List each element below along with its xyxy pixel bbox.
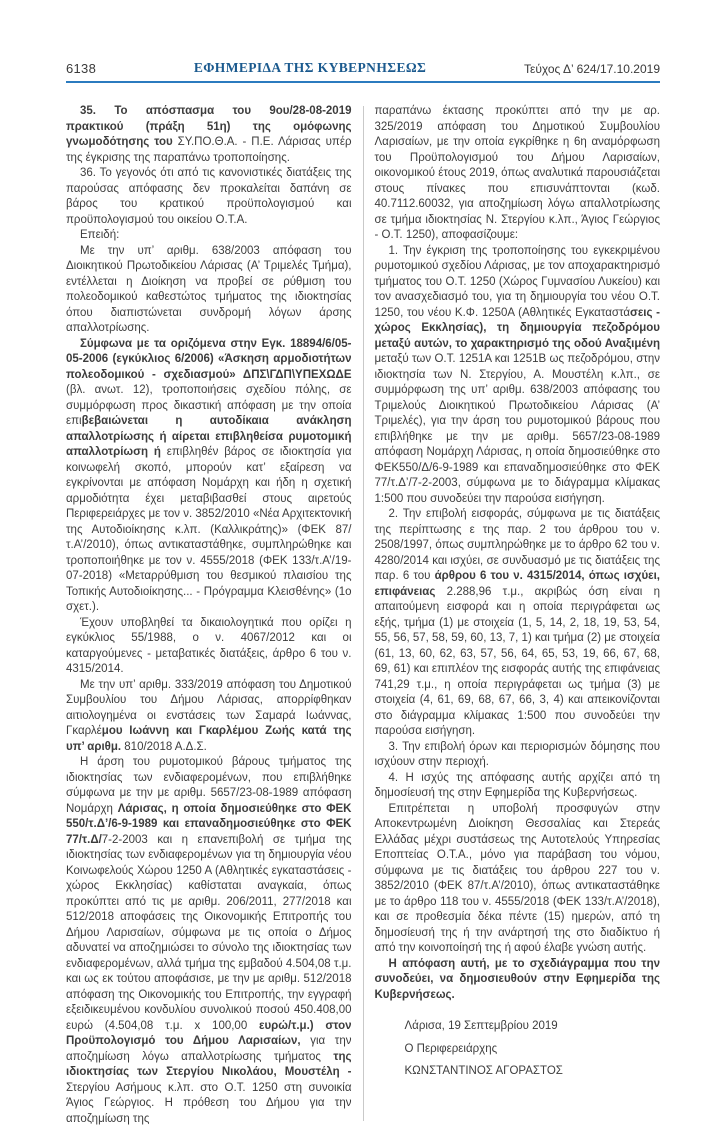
signature-name: ΚΩΝΣΤΑΝΤΙΝΟΣ ΑΓΟΡΑΣΤΟΣ [404, 1065, 563, 1077]
signature-role: Ο Περιφερειάρχης [404, 1042, 498, 1055]
paragraph: 36. Το γεγονός ότι από τις κανονιστικές διατάξεις της παρούσας απόφασης δεν προκαλείται δαπάνη σε βάρος του κρατικού προϋπολογισμού και προϋπολογισμού του οικείου Ο.Τ.Α. [66, 167, 352, 226]
page-header [66, 60, 660, 83]
paragraph: Επειδή: [80, 229, 120, 241]
paragraph: Με την υπ’ αριθμ. 638/2003 απόφαση του Διοικητικού Πρωτοδικείου Λάρισας (Α’ Τριμελές Τμήμα), εντέλλεται η Διοίκηση να προβεί σε ρύθμιση του πολεοδομικού καθεστώτος τμήματος της ιδιοκτησίας όπου διαπιστώνεται συνδρομή λόγων άρσης απαλλοτρίωσης. [66, 244, 352, 334]
signature-block [405, 1019, 661, 1080]
paragraph: Με την υπ’ αριθμ. 333/2019 απόφαση του Δημοτικού Συμβουλίου του Δήμου Λάρισας, απορρίφθηκαν αιτιολογημένα οι ενστάσεις των Σαμαρά Ιωάννας, Γκαρλέμου Ιωάννη και Γκαρλέμου Ζωής κατά της υπ’ αριθμ. 810/2018 Α.Δ.Σ. [66, 678, 352, 753]
column-divider [363, 106, 364, 1121]
issue-info: Τεύχος Δ’ 624/17.10.2019 [523, 62, 660, 76]
two-column-body [66, 104, 660, 1127]
signature-place-date: Λάρισα, 19 Σεπτεμβρίου 2019 [404, 1020, 558, 1032]
paragraph: 3. Την επιβολή όρων και περιορισμών δόμησης που ισχύουν στην περιοχή. [374, 740, 660, 768]
paragraph: Επιτρέπεται η υποβολή προσφυγών στην Αποκεντρωμένη Διοίκηση Θεσσαλίας και Στερεάς Ελλάδας μέχρι συστάσεως της Αυτοτελούς Υπηρεσίας Εποπτείας Ο.Τ.Α., μόνο για παράβαση του νόμου, σύμφωνα με τις διατάξεις του άρθρου 227 του ν. 3852/2010 (ΦΕΚ 87/τ.Α’/2010), όπως αντικαταστάθηκε με το άρθρο 118 του ν. 4555/2018 (ΦΕΚ 133/τ.Α’/2018), και σε προθεσμία δέκα πέντε (15) ημερών, από τη δημοσίευσή της ή την ανάρτησή της στο διαδίκτυο ή από την κοινοποίησή της ή αφού έλαβε γνώση αυτής. [374, 802, 660, 954]
page-number: 6138 [66, 61, 97, 76]
right-column-text [375, 104, 661, 1003]
paragraph: 4. Η ισχύς της απόφασης αυτής αρχίζει από τη δημοσίευσή της στην Εφημερίδα της Κυβερνήσεως. [374, 771, 660, 799]
paragraph: Η απόφαση αυτή, με το σχεδιάγραμμα που την συνοδεύει, να δημοσιευθούν στην Εφημερίδα της Κυβερνήσεως. [374, 957, 660, 1001]
paragraph: Έχουν υποβληθεί τα δικαιολογητικά που ορίζει η εγκύκλιος 55/1988, ο ν. 4067/2012 και οι καταργούμενες - μεταβατικές διατάξεις, άρθρο 6 του ν. 4315/2014. [66, 616, 352, 675]
paragraph: Σύμφωνα με τα οριζόμενα στην Εγκ. 18894/6/05-05-2006 (εγκύκλιος 6/2006) «Άσκηση αρμοδιοτήτων πολεοδομικού - σχεδιασμού» ΔΠΣ\ΓΔΠ\ΥΠΕΧΩΔΕ (βλ. ανωτ. 12), τροποποιήσεις σχεδίου πόλης, σε συμμόρφωση προς δικαστική απόφαση με την οποία επιβεβαιώνεται η αυτοδίκαια ανάκληση απαλλοτρίωσης ή αίρεται επιβληθείσα ρυμοτομική απαλλοτρίωση ή επιβληθέν βάρος σε ιδιοκτησία για κοινωφελή σκοπό, μπορούν κατ’ εξαίρεση να εγκρίνονται με απόφαση Νομάρχη και ήδη η σχετική αρμοδιότητα έχει μεταβιβασθεί στους αιρετούς Περιφερειάρχες με τον ν. 3852/2010 «Νέα Αρχιτεκτονική της Αυτοδιοίκησης κ.λπ. (Καλλικράτης)» (ΦΕΚ 87/τ.Α’/2010), όπως αντικαταστάθηκε, συμπληρώθηκε και τροποποιήθηκε με τον ν. 4555/2018 (ΦΕΚ 133/τ.Α’/19-07-2018) «Μεταρρύθμιση του θεσμικού πλαισίου της Τοπικής Αυτοδιοίκησης... - Πρόγραμμα Κλεισθένης» (1ο σχετ.). [66, 337, 352, 613]
paragraph: 2. Την επιβολή εισφοράς, σύμφωνα με τις διατάξεις της περίπτωσης ε της παρ. 2 του άρθρου του ν. 2508/1997, όπως συμπληρώθηκε με το άρθρο 62 του ν. 4280/2014 και ισχύει, σε συνδυασμό με τις διατάξεις της παρ. 6 του άρθρου 6 του ν. 4315/2014, όπως ισχύει, επιφάνειας 2.288,96 τ.μ., ακριβώς όση είναι η απαιτούμενη εισφορά και η οποία περιγράφεται ως εξής, τμήμα (1) με στοιχεία (1, 5, 14, 2, 18, 19, 53, 54, 55, 56, 57, 58, 59, 60, 13, 7, 1) και τμήμα (2) με στοιχεία (61, 13, 60, 62, 63, 57, 56, 64, 65, 53, 19, 66, 67, 68, 69, 61) και επιπλέον της εισφοράς αυτής της επιφάνειας 741,29 τ.μ., η οποία περιγράφεται ως τμήμα (3) με στοιχεία (4, 61, 69, 68, 67, 66, 3, 4) και απεικονίζονται στο διάγραμμα κλίμακας 1:500 που συνοδεύει την παρούσα εισήγηση. [374, 508, 661, 737]
paragraph: παραπάνω έκτασης προκύπτει από την με αρ. 325/2019 απόφαση του Δημοτικού Συμβουλίου Λαρισαίων, με την οποία εγκρίθηκε η 6η αναμόρφωση του Προϋπολογισμού του Δήμου Λαρισαίων, οικονομικού έτους 2019, όπως αναλυτικά παρουσιάζεται στους πίνακες που επισυνάπτονται (κωδ. 40.7112.60032, για αποζημίωση λόγω απαλλοτρίωσης σε τμήμα ιδιοκτησίας Ν. Στεργίου κ.λπ., Άγιος Γεώργιος - Ο.Τ. 1250), αποφασίζουμε: [374, 105, 660, 241]
paragraph: 1. Την έγκριση της τροποποίησης του εγκεκριμένου ρυμοτομικού σχεδίου Λάρισας, με τον αποχαρακτηρισμό τμήματος του Ο.Τ. 1250 (Χώρος Γυμνασίου Λυκείου) και τον ανασχεδιασμό του, για τη δημιουργία του νέου Ο.Τ. 1250, του νέου Κ.Φ. 1250Α (Αθλητικές Εγκαταστάσεις - χώρος Εκκλησίας), τη δημιουργία πεζοδρόμου μεταξύ αυτών, το χαρακτηρισμό της οδού Αναξιμένη μεταξύ των Ο.Τ. 1251Α και 1251Β ως πεζοδρόμου, στην ιδιοκτησία των Ν. Στεργίου, Α. Μουστέλη κ.λπ., σε συμμόρφωση της υπ’ αριθμ. 638/2003 απόφασης του Τριμελούς Διοικητικού Πρωτοδικείου Λάρισας (Α’ Τριμελές), για την άρση του ρυμοτομικού βάρους που επιβλήθηκε με την με αριθμ. 5657/23-08-1989 απόφαση Νομάρχη Λάρισας, η οποία δημοσιεύθηκε στο ΦΕΚ550/Δ/6-9-1989 και επαναδημοσιεύθηκε στο ΦΕΚ 77/τ.Δ’/7-2-2003, σύμφωνα με το διάγραμμα κλίμακας 1:500 που συνοδεύει την παρούσα εισήγηση. [374, 244, 660, 505]
paragraph: 35. Το απόσπασμα του 9ου/28-08-2019 πρακτικού (πράξη 51η) της ομόφωνης γνωμοδότησης του ΣΥ.ΠΟ.Θ.Α. - Π.Ε. Λάρισας υπέρ της έγκρισης της παραπάνω τροποποίησης. [66, 105, 352, 164]
left-column [66, 104, 352, 1127]
right-column [375, 104, 661, 1127]
paragraph: Η άρση του ρυμοτομικού βάρους τμήματος της ιδιοκτησίας των ενδιαφερομένων, που επιβλήθηκε σύμφωνα με την με αριθμ. 5657/23-08-1989 απόφαση Νομάρχη Λάρισας, η οποία δημοσιεύθηκε στο ΦΕΚ 550/τ.Δ’/6-9-1989 και επαναδημοσιεύθηκε στο ΦΕΚ 77/τ.Δ/7-2-2003 και η επανεπιβολή σε τμήμα της ιδιοκτησίας των ενδιαφερομένων για τη δημιουργία νέου Κοινωφελούς Χώρου 1250 Α (Αθλητικές εγκαταστάσεις - χώρος Εκκλησίας) καθίσταται αναγκαία, όπως προκύπτει από τις με αριθμ. 206/2011, 277/2018 και 512/2018 αποφάσεις της Οικονομικής Επιτροπής του Δήμου Λαρισαίων, σύμφωνα με τις οποία ο Δήμος αδυνατεί να αποζημιώσει το σύνολο της ιδιοκτησίας των ενδιαφερομένων, αλλά τμήμα της εμβαδού 4.504,08 τ.μ. και ως εκ τούτου αποφάσισε, με την με αριθμ. 512/2018 απόφαση της Οικονομικής του Επιτροπής, την εγγραφή εξειδικευμένου κονδυλίου συνολικού ποσού 450.408,00 ευρώ (4.504,08 τ.μ. x 100,00 ευρώ/τ.μ.) στον Προϋπολογισμό του Δήμου Λαρισαίων, για την αποζημίωση λόγω απαλλοτρίωσης τμήματος της ιδιοκτησίας των Στεργίου Νικολάου, Μουστέλη - Στεργίου Ασήμους κ.λπ. στο Ο.Τ. 1250 στη συνοικία Άγιος Γεώργιος. Η πρόθεση του Δήμου για την αποζημίωση της [66, 756, 352, 1125]
gazette-title: ΕΦΗΜΕΡΙΔΑ ΤΗΣ ΚΥΒΕΡΝΗΣΕΩΣ [193, 60, 427, 75]
